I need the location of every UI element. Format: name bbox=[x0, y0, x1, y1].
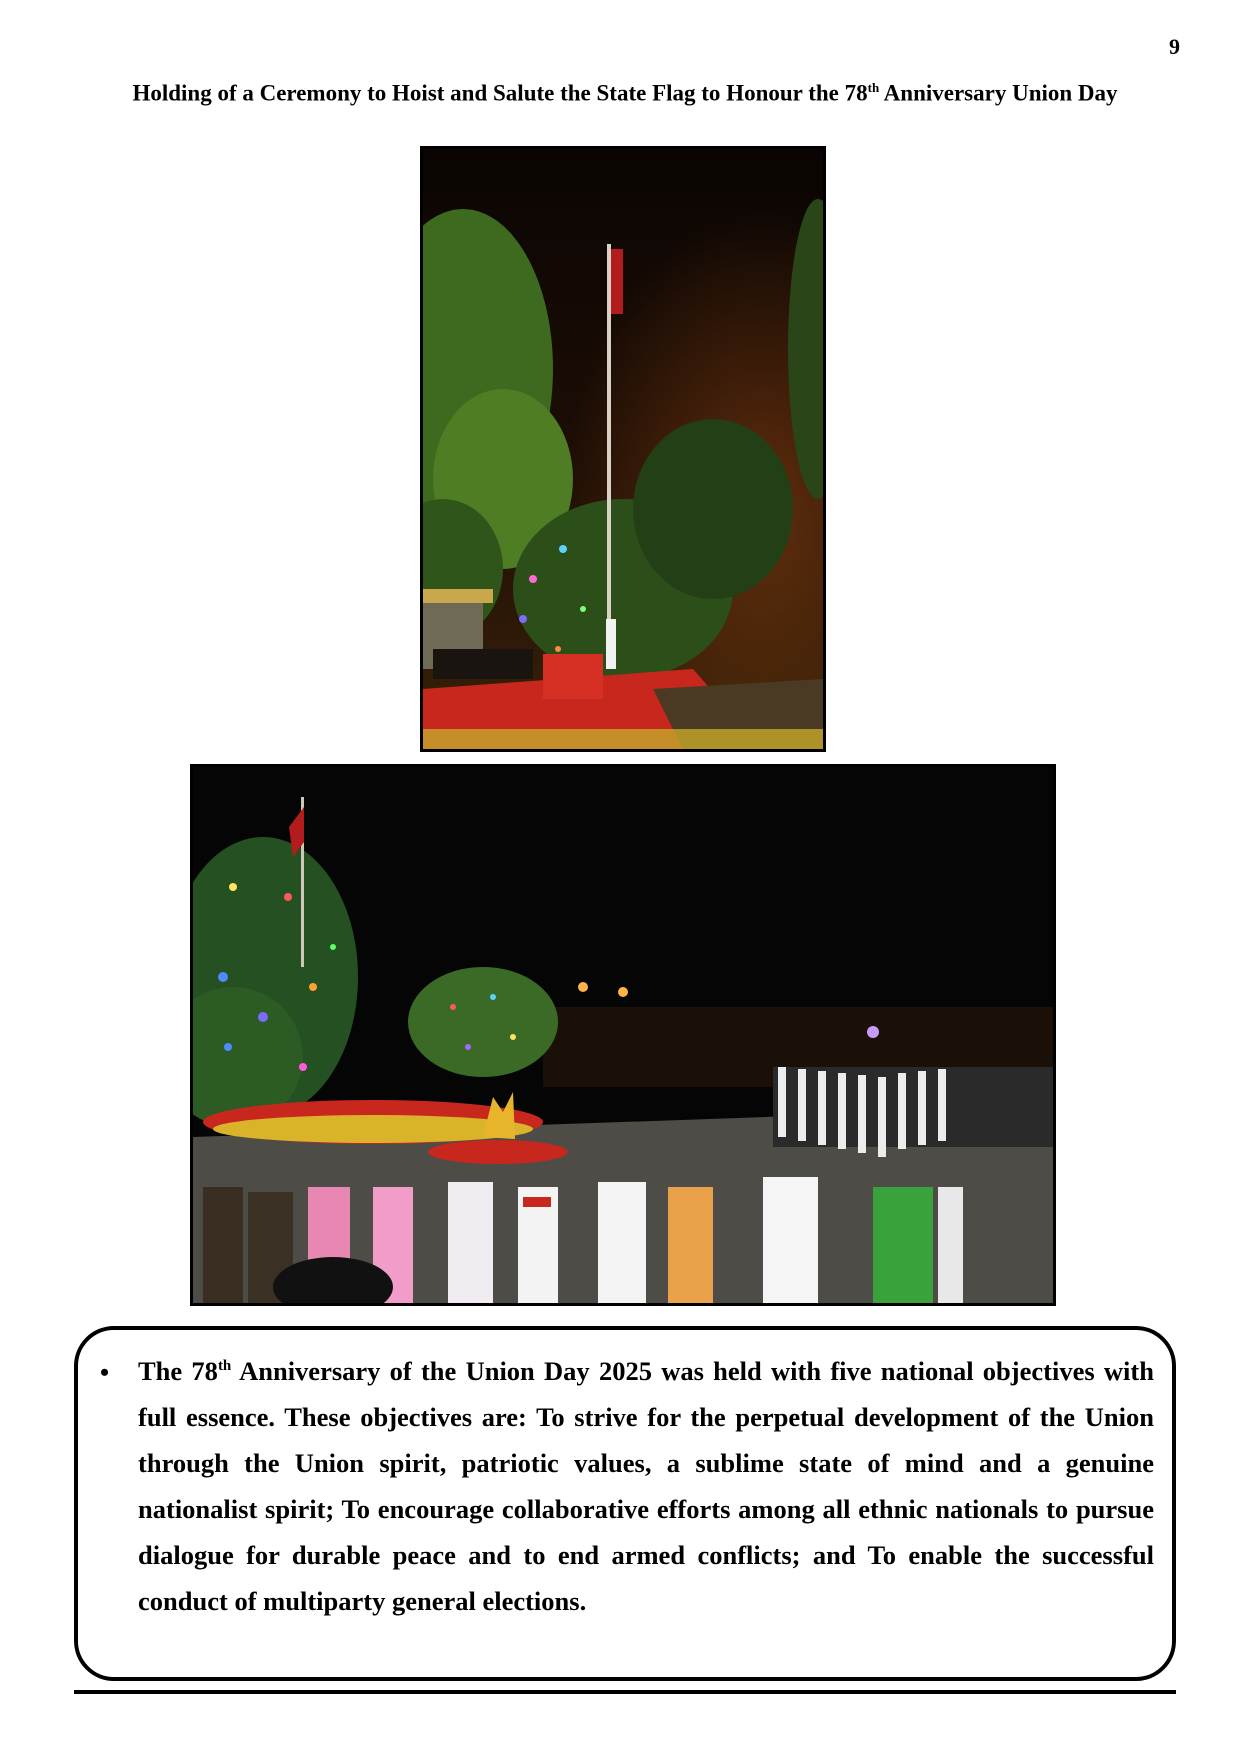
bullet-point: • bbox=[100, 1358, 110, 1387]
bottom-rule bbox=[74, 1690, 1176, 1694]
objective-paragraph: The 78th Anniversary of the Union Day 2025 was held with five national objectives with full essence. These objectives are: To strive for the perpetual development of the Union through the Union spirit, patriotic values, a sublime state of mind and a genuine nationalist spirit; To encourage collaborative efforts among all ethnic nationals to pursue dialogue for durable peace and to end armed conflicts; and To enable the successful conduct of multiparty general elections. bbox=[138, 1356, 1154, 1616]
page-number: 9 bbox=[1169, 34, 1180, 59]
ceremony-square-photo bbox=[190, 764, 1056, 1306]
flag-hoisting-image bbox=[423, 149, 823, 749]
ceremony-square-image bbox=[193, 767, 1053, 1303]
flag-hoisting-photo bbox=[420, 146, 826, 752]
page-title: Holding of a Ceremony to Hoist and Salute the State Flag to Honour the 78th Anniversary Union Day bbox=[132, 80, 1118, 106]
objective-callout-box bbox=[74, 1326, 1176, 1681]
